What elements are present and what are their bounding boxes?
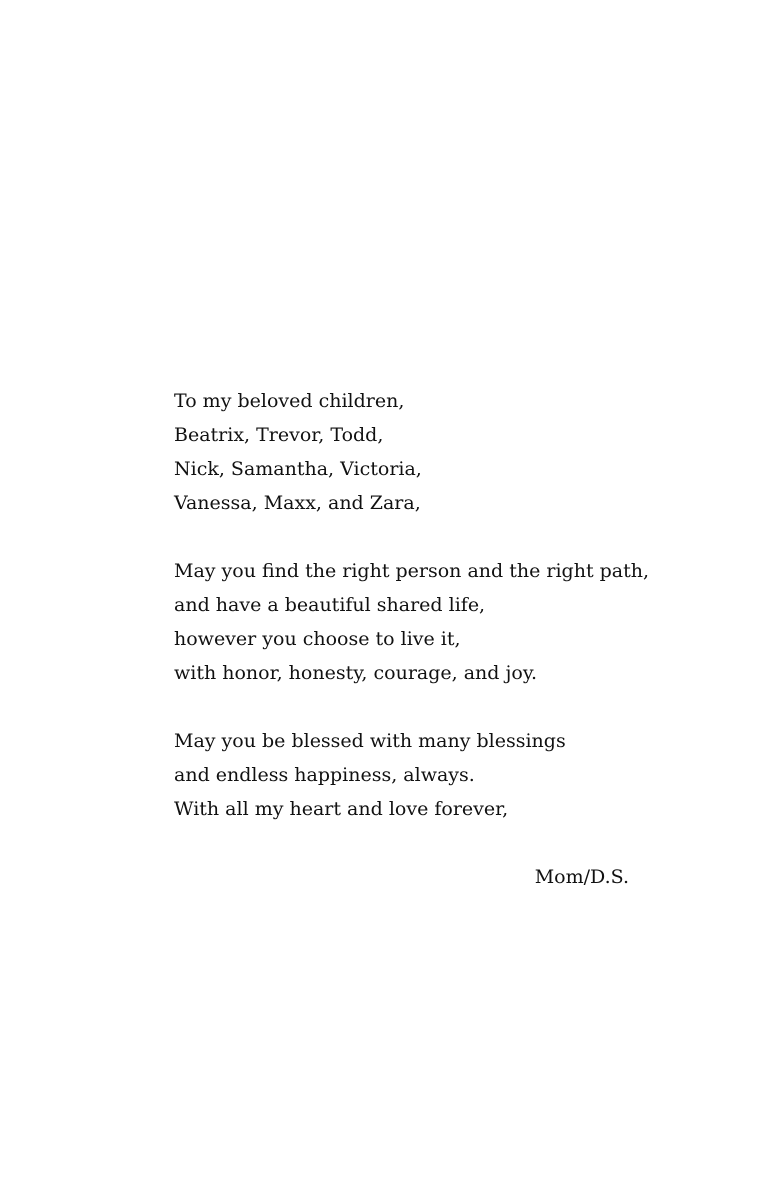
dedication-stanza-2 [174, 554, 650, 690]
dedication-stanza-3 [174, 724, 644, 826]
dedication-stanza-1 [174, 384, 644, 520]
dedication-line: with honor, honesty, courage, and joy. [174, 662, 538, 684]
signature: Mom/D.S. [534, 866, 629, 888]
dedication-line: Beatrix, Trevor, Todd, [174, 424, 384, 446]
dedication-line: and have a beautiful shared life, [174, 594, 486, 616]
dedication-line: To my beloved children, [174, 390, 405, 412]
dedication-line: however you choose to live it, [174, 628, 461, 650]
dedication-line: With all my heart and love forever, [174, 798, 509, 820]
dedication-line: May you find the right person and the right path, [174, 560, 650, 582]
dedication-line: Nick, Samantha, Victoria, [174, 458, 422, 480]
dedication-line: Vanessa, Maxx, and Zara, [174, 492, 421, 514]
dedication-text [174, 384, 650, 894]
dedication-line: and endless happiness, always. [174, 764, 475, 786]
dedication-line: May you be blessed with many blessings [174, 730, 566, 752]
